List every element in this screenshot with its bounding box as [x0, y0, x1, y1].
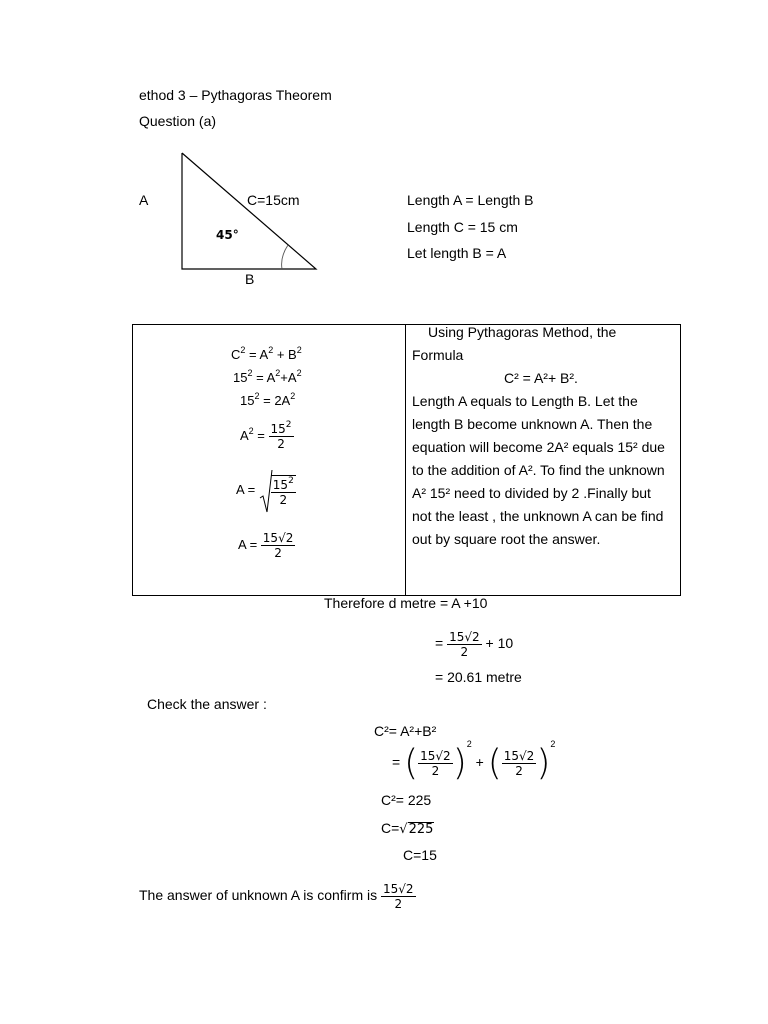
angle-arc — [282, 245, 288, 269]
conclusion-line — [139, 876, 416, 914]
explanation-line-7: out by square root the answer. — [412, 531, 601, 547]
fraction-15sq-over-2: $\frac{15^2}{2}$ — [270, 420, 292, 452]
frac-root-num: 15√2 — [262, 531, 294, 546]
conclusion-text: The answer of unknown A is confirm is — [139, 887, 378, 903]
formula: C² = A²+ B². — [504, 370, 578, 386]
given-line-3: Let length B = A — [407, 245, 507, 261]
explanation-line-4: to the addition of A². To find the unknown — [412, 462, 665, 478]
root-frac-num: 15 — [272, 477, 289, 492]
triangle-figure — [170, 145, 330, 280]
eq-row-2: $15^2 = A^2+A^2$ — [233, 367, 302, 385]
table-divider — [405, 324, 406, 596]
root-frac-den: 2 — [279, 492, 288, 507]
check-frac-1-num: 15√2 — [420, 748, 451, 763]
check-line-2: = ( $\frac{15√2}{2}$ )$^2$ + ( $\frac{15√2}{2}$ )$^2$ — [392, 739, 556, 784]
question-label: Question (a) — [139, 113, 217, 129]
triangle-angle: 45° — [216, 228, 239, 242]
eq-row-3-mid: = 2A — [263, 393, 291, 408]
eq-row-1: $C^2 = A^2 + B^2$ — [231, 344, 302, 362]
formula-label: Formula — [412, 347, 464, 363]
eq-row-5: A = $\frac{15^2}{2}$ — [236, 467, 296, 514]
explanation-line-2: length B become unknown A. Then the — [412, 416, 653, 432]
page-heading: ethod 3 – Pythagoras Theorem — [139, 87, 332, 103]
eq-row-6-lhs: A — [238, 537, 246, 552]
check-frac-2-den: 2 — [515, 763, 523, 778]
check-frac-1 — [418, 749, 453, 778]
explanation-line-3: equation will become 2A² equals 15² due — [412, 439, 665, 455]
frac-den: 2 — [277, 437, 285, 452]
therefore-calc: = $\frac{15√2}{2}$ + 10 — [435, 629, 514, 659]
frac-root-den: 2 — [274, 546, 282, 561]
triangle-label-a: A — [139, 192, 149, 208]
triangle-label-b: B — [245, 271, 255, 287]
check-line-4-root: 225 — [408, 822, 434, 837]
therefore-line: Therefore d metre = A +10 — [324, 595, 488, 611]
eq-row-3: $15^2 = 2A^2$ — [240, 390, 296, 408]
explanation-line-5: A² 15² need to divided by 2 .Finally but — [412, 485, 651, 501]
conclusion-frac-num: 15√2 — [383, 881, 414, 896]
check-frac-2-num: 15√2 — [503, 748, 535, 763]
triangle-outline — [182, 153, 316, 269]
calc-frac-num: 15√2 — [449, 629, 480, 644]
check-line-5: C=15 — [403, 847, 437, 863]
check-frac-2 — [502, 749, 537, 778]
eq-row-2-mid: = A — [256, 370, 276, 385]
conclusion-frac-den: 2 — [394, 896, 403, 911]
calc-frac-den: 2 — [460, 644, 469, 659]
frac-num: 15 — [270, 422, 286, 437]
eq-row-1-rhs: + B — [276, 347, 297, 362]
eq-row-2-plus: +A — [280, 370, 297, 385]
check-line-4-prefix: C= — [381, 820, 400, 836]
check-line-4: C=√225 — [381, 820, 434, 837]
fraction-15root2-over-2 — [261, 531, 296, 560]
therefore-result: = 20.61 metre — [435, 669, 522, 685]
fraction-15root2-over-2-b — [447, 630, 482, 659]
check-frac-1-den: 2 — [431, 763, 440, 778]
conclusion-fraction — [381, 882, 416, 911]
check-line-3: C²= 225 — [381, 792, 432, 808]
check-label: Check the answer : — [147, 696, 267, 712]
explanation-line-6: not the least , the unknown A can be find — [412, 508, 664, 524]
root-fraction: $\frac{15^2}{2}$ — [272, 475, 294, 507]
eq-row-6: A = $\frac{15√2}{2}$ — [238, 531, 294, 561]
plus-ten: + 10 — [485, 635, 514, 651]
given-line-1: Length A = Length B — [407, 192, 534, 208]
triangle-label-c: C=15cm — [247, 192, 300, 208]
working-table — [132, 324, 681, 596]
given-line-2: Length C = 15 cm — [407, 219, 518, 235]
eq-row-4: $A^2$ = $\frac{15^2}{2}$ — [240, 420, 292, 452]
explanation-line-1: Length A equals to Length B. Let the — [412, 393, 638, 409]
check-line-1: C²= A²+B² — [374, 723, 437, 739]
eq-row-5-lhs: A — [236, 482, 244, 497]
method-intro: Using Pythagoras Method, the — [428, 324, 617, 340]
